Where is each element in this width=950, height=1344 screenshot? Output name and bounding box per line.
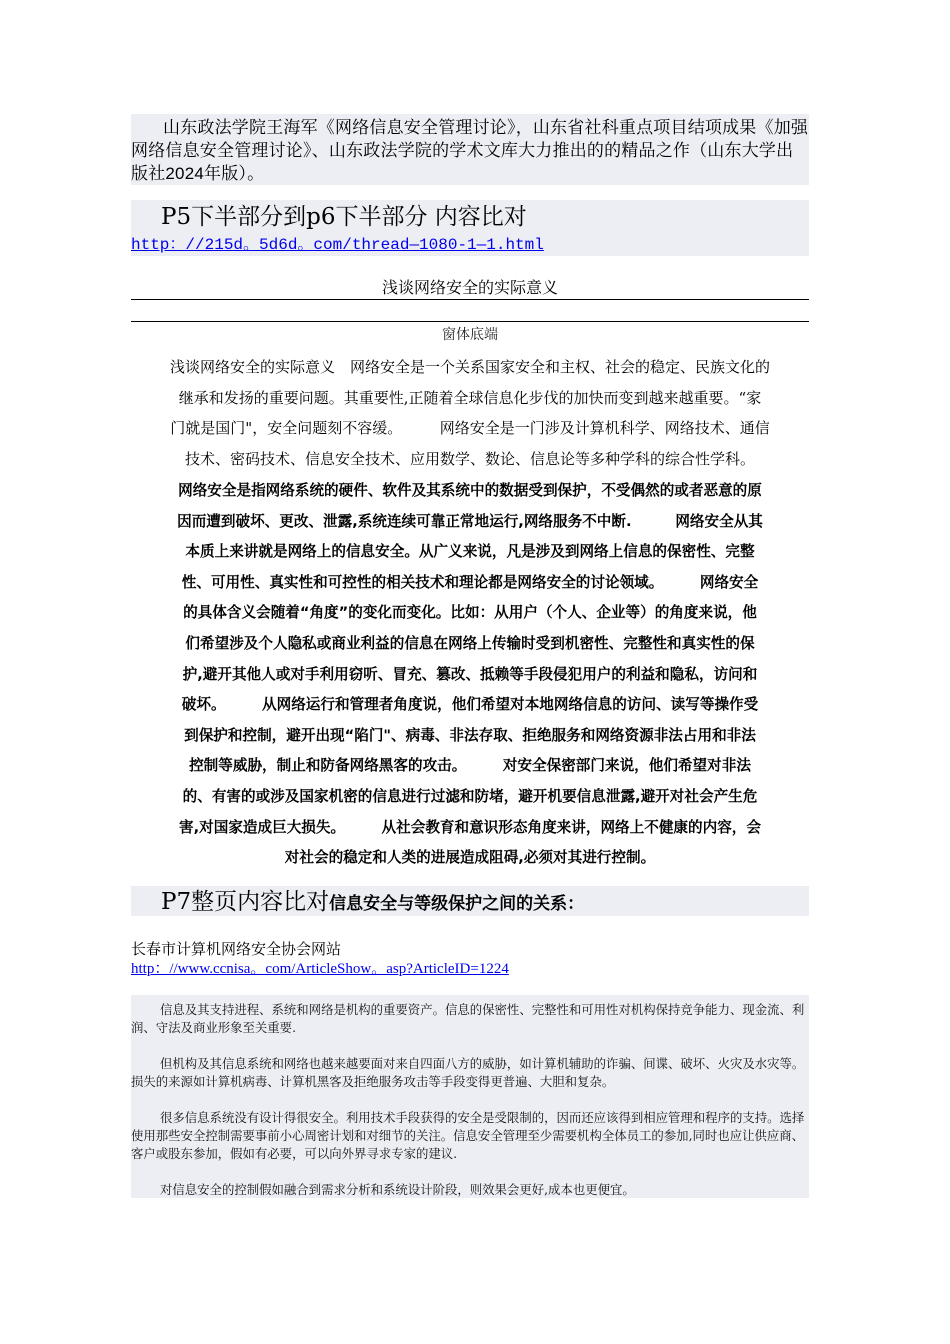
text-line: 们希望涉及个人隐私或商业利益的信息在网络上传输时受到机密性、完整性和真实性的保 xyxy=(185,634,755,652)
article-body-plain xyxy=(131,352,809,474)
section2-heading xyxy=(131,886,809,916)
text-line: 网络安全是指网络系统的硬件、软件及其系统中的数据受到保护，不受偶然的或者恶意的原 xyxy=(178,482,762,499)
text-line: 门就是国门"，安全问题刻不容缓。 网络安全是一门涉及计算机科学、网络技术、通信 xyxy=(170,419,770,437)
source-site-name: 长春市计算机网络安全协会网站 xyxy=(131,940,342,958)
quoted-paragraph: 信息及其支持进程、系统和网络是机构的重要资产。信息的保密性、完整性和可用性对机构保持竞争能力、现金流、利润、守法及商业形象至关重要. xyxy=(131,1002,805,1035)
section1-link[interactable]: http：//215d。5d6d。com/thread—1080-1—1.html xyxy=(131,234,809,256)
section1-heading: P5下半部分到p6下半部分 内容比对 xyxy=(131,200,809,234)
article-title: 浅谈网络安全的实际意义 xyxy=(381,278,558,297)
quoted-paragraph: 对信息安全的控制假如融合到需求分析和系统设计阶段，则效果会更好,成本也更便宜。 xyxy=(160,1182,635,1197)
text-line: 本质上来讲就是网络上的信息安全。从广义来说，凡是涉及到网络上信息的保密性、完整 xyxy=(185,543,755,561)
divider-line xyxy=(131,299,809,300)
text-line: 对社会的稳定和人类的进展造成阻碍,必须对其进行控制。 xyxy=(284,849,656,867)
text-line: 技术、密码技术、信息安全技术、应用数学、数论、信息论等多种学科的综合性学科。 xyxy=(184,449,755,468)
text-line: 继承和发扬的重要问题。其重要性,正随着全球信息化步伐的加快而变到越来越重要。“家 xyxy=(178,388,762,407)
quoted-paragraph: 很多信息系统没有设计得很安全。利用技术手段获得的安全是受限制的，因而还应该得到相应管理和程序的支持。选择使用那些安全控制需要事前小心周密计划和对细节的关注。信息安全管理至少需要机构全体员工的参加,同时也应让供应商、客户或股东参加，假如有必要，可以向外界寻求专家的建议. xyxy=(131,1110,805,1161)
quoted-paragraph: 但机构及其信息系统和网络也越来越要面对来自四面八方的威胁，如计算机辅助的诈骗、间谍、破坏、火灾及水灾等。损失的来源如计算机病毒、计算机黑客及拒绝服务攻击等手段变得更普遍、大胆和复杂。 xyxy=(131,1056,805,1089)
source-link[interactable]: http：//www.ccnisa。com/ArticleShow。asp?ArticleID=1224 xyxy=(131,961,509,977)
text-line: 害,对国家造成巨大损失。 从社会教育和意识形态角度来讲，网络上不健康的内容，会 xyxy=(179,818,761,836)
text-line: 护,避开其他人或对手利用窃听、冒充、篡改、抵赖等手段侵犯用户的利益和隐私，访问和 xyxy=(182,665,758,683)
text-line: 性、可用性、真实性和可控性的相关技术和理论都是网络安全的讨论领域。 网络安全 xyxy=(181,573,759,591)
text-line: 浅谈网络安全的实际意义 网络安全是一个关系国家安全和主权、社会的稳定、民族文化的 xyxy=(169,358,770,376)
section2-heading-suffix: 信息安全与等级保护之间的关系： xyxy=(329,894,585,914)
text-line: 控制等威胁，制止和防备网络黑客的攻击。 对安全保密部门来说，他们希望对非法 xyxy=(189,757,751,775)
section2-heading-main: P7整页内容比对 xyxy=(161,889,330,915)
divider-line xyxy=(131,321,809,322)
quoted-block xyxy=(131,995,809,1198)
text-line: 破坏。 从网络运行和管理者角度说，他们希望对本地网络信息的访问、读写等操作受 xyxy=(181,696,759,714)
intro-block xyxy=(131,114,809,185)
form-bottom-label: 窗体底端 xyxy=(442,327,498,343)
text-line: 的具体含义会随着“角度”的变化而变化。比如：从用户（个人、企业等）的角度来说，他 xyxy=(183,604,757,622)
article-body-bold xyxy=(131,476,809,874)
text-line: 因而遭到破坏、更改、泄露,系统连续可靠正常地运行,网络服务不中断. 网络安全从其 xyxy=(177,512,763,530)
text-line: 到保护和控制，避开出现“陷门"、病毒、非法存取、拒绝服务和网络资源非法占用和非法 xyxy=(184,726,756,744)
intro-paragraph: 山东政法学院王海军《网络信息安全管理讨论》，山东省社科重点项目结项成果《加强网络信息安全管理讨论》、山东政法学院的学术文库大力推出的的精品之作（山东大学出版社2024年版）。 xyxy=(131,118,809,183)
text-line: 的、有害的或涉及国家机密的信息进行过滤和防堵，避开机要信息泄露,避开对社会产生危 xyxy=(182,787,758,805)
